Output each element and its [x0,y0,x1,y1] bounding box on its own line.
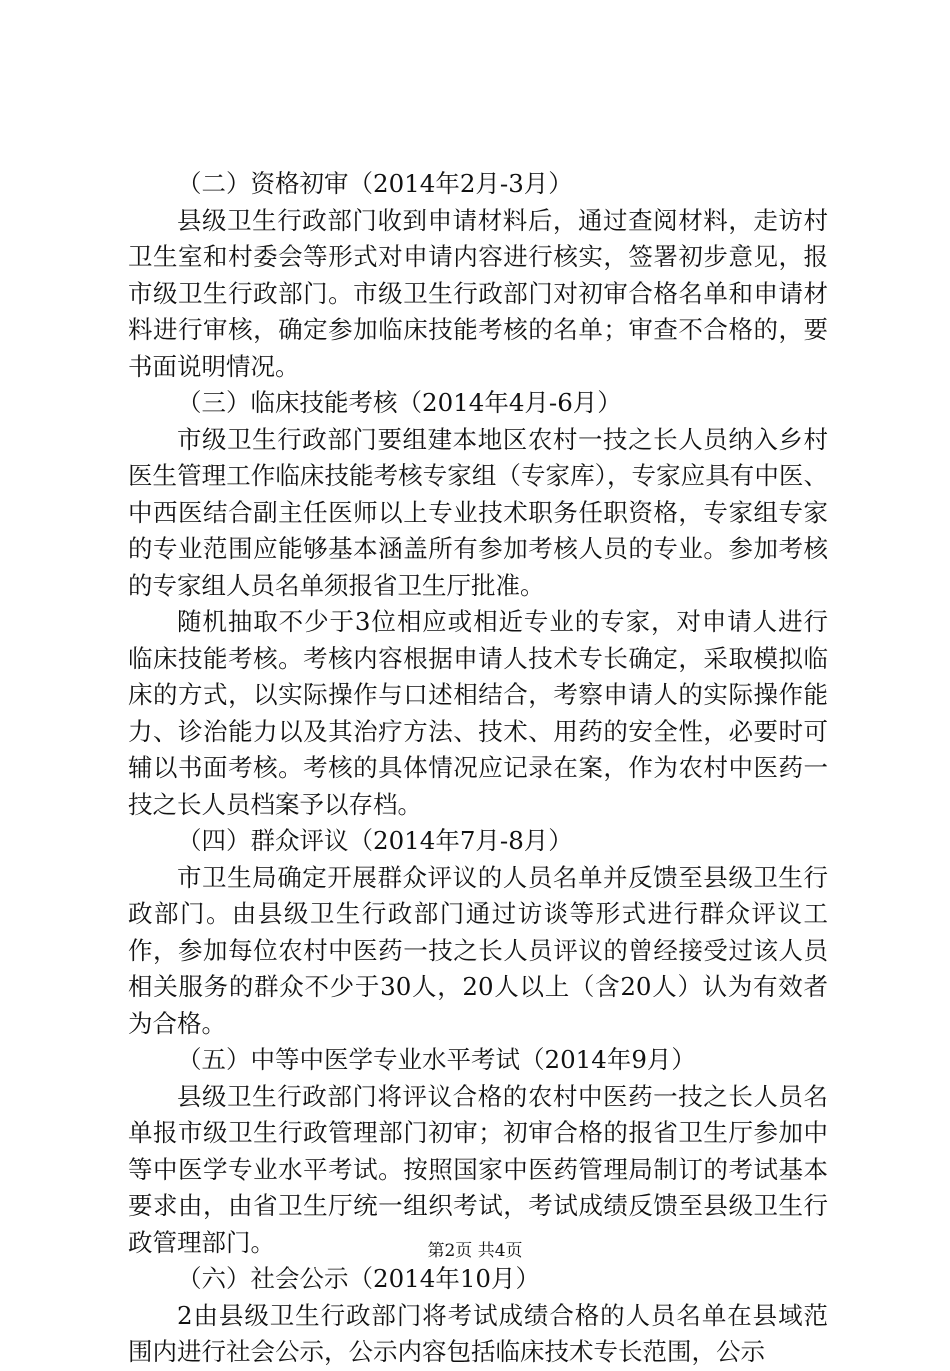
section-heading-clinical-assessment: （三）临床技能考核（2014年4月-6月） [177,388,622,417]
section-heading-public-notice: （六）社会公示（2014年10月） [177,1264,541,1293]
section-heading-level-exam: （五）中等中医学专业水平考试（2014年9月） [177,1045,696,1074]
section-heading-public-review: （四）群众评议（2014年7月-8月） [177,826,573,855]
document-body [128,166,828,1371]
section-heading-qualification-review: （二）资格初审（2014年2月-3月） [177,169,573,198]
body-paragraph: 市级卫生行政部门要组建本地区农村一技之长人员纳入乡村医生管理工作临床技能考核专家组（专家库），专家应具有中医、中西医结合副主任医师以上专业技术职务任职资格，专家组专家的专业范围应能够基本涵盖所有参加考核人员的专业。参加考核的专家组人员名单须报省卫生厅批准。 [128,424,828,600]
page-number-footer: 第2页 共4页 [427,1241,523,1261]
body-paragraph: 2由县级卫生行政部门将考试成绩合格的人员名单在县域范围内进行社会公示，公示内容包括临床技术专长范围，公示 [128,1300,828,1366]
body-paragraph: 市卫生局确定开展群众评议的人员名单并反馈至县级卫生行政部门。由县级卫生行政部门通过访谈等形式进行群众评议工作，参加每位农村中医药一技之长人员评议的曾经接受过该人员相关服务的群众不少于30人，20人以上（含20人）认为有效者为合格。 [128,862,828,1038]
body-paragraph: 县级卫生行政部门将评议合格的农村中医药一技之长人员名单报市级卫生行政管理部门初审；初审合格的报省卫生厅参加中等中医学专业水平考试。按照国家中医药管理局制订的考试基本要求由，由省卫生厅统一组织考试，考试成绩反馈至县级卫生行政管理部门。 [128,1081,828,1257]
body-paragraph: 县级卫生行政部门收到申请材料后，通过查阅材料，走访村卫生室和村委会等形式对申请内容进行核实，签署初步意见，报市级卫生行政部门。市级卫生行政部门对初审合格名单和申请材料进行审核，确定参加临床技能考核的名单；审查不合格的，要书面说明情况。 [128,205,828,381]
body-paragraph: 随机抽取不少于3位相应或相近专业的专家，对申请人进行临床技能考核。考核内容根据申请人技术专长确定，采取模拟临床的方式，以实际操作与口述相结合，考察申请人的实际操作能力、诊治能力以及其治疗方法、技术、用药的安全性，必要时可辅以书面考核。考核的具体情况应记录在案，作为农村中医药一技之长人员档案予以存档。 [128,607,828,819]
